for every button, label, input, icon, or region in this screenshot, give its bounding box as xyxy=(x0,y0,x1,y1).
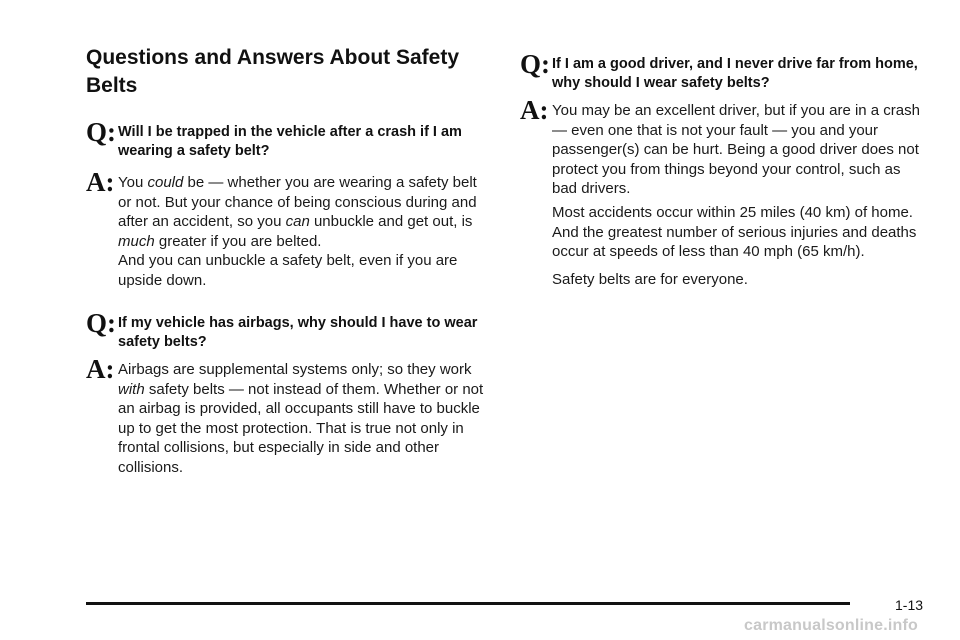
page-title: Questions and Answers About Safety Belts xyxy=(86,46,460,97)
question-1 xyxy=(86,117,486,161)
a-mark: A: xyxy=(520,95,549,125)
question-text: If my vehicle has airbags, why should I have to wear safety belts? xyxy=(118,315,478,350)
answer-1 xyxy=(86,167,486,290)
answer-paragraph xyxy=(118,173,486,251)
a-mark: A: xyxy=(86,167,115,197)
emphasis: much xyxy=(118,232,155,250)
answer-3 xyxy=(520,95,920,199)
emphasis: with xyxy=(118,380,145,398)
emphasis: could xyxy=(147,174,184,191)
answer-text xyxy=(552,101,920,199)
q-mark: Q: xyxy=(86,117,116,147)
footer-rule xyxy=(86,602,850,605)
answer-text xyxy=(118,360,486,477)
answer-paragraph xyxy=(118,360,486,477)
a-mark: A: xyxy=(86,354,115,384)
answer-text xyxy=(118,173,486,290)
answer-span: be — whether you are wearing a safety belt or not. But your chance of being conscious during and after an accident, so you xyxy=(118,174,477,230)
answer-paragraph: Safety belts are for everyone. xyxy=(552,270,748,288)
answer-span: You xyxy=(118,174,148,191)
emphasis: can xyxy=(285,213,310,230)
question-2 xyxy=(86,308,486,352)
page-number: 1-13 xyxy=(895,597,924,613)
question-text: If I am a good driver, and I never drive far from home, why should I wear safety belts? xyxy=(552,56,918,91)
answer-span: Airbags are supplemental systems only; so they work xyxy=(118,361,472,378)
answer-span: safety belts — not instead of them. Whether or not an airbag is provided, all occupants still have to buckle up to get the most protection. That is true not only in frontal collisions, but especially in side and other collisions. xyxy=(118,380,484,476)
answer-span: greater if you are belted. xyxy=(154,232,322,250)
answer-span: unbuckle and get out, is xyxy=(309,213,473,230)
question-3 xyxy=(520,49,920,93)
answer-2 xyxy=(86,354,486,477)
q-mark: Q: xyxy=(520,49,550,79)
answer-paragraph: Most accidents occur within 25 miles (40 km) of home. And the greatest number of serious injuries and deaths occur at speeds of less than 40 mph (65 km/h). xyxy=(552,204,917,260)
answer-paragraph: You may be an excellent driver, but if you are in a crash — even one that is not your fault — you and your passenger(s) can be hurt. Being a good driver does not protect you from things beyond your control, such as bad drivers. xyxy=(552,102,920,197)
question-text: Will I be trapped in the vehicle after a crash if I am wearing a safety belt? xyxy=(118,124,462,159)
q-mark: Q: xyxy=(86,308,116,338)
answer-3-continued xyxy=(552,203,927,289)
answer-paragraph: And you can unbuckle a safety belt, even if you are upside down. xyxy=(118,252,458,289)
watermark: carmanualsonline.info xyxy=(744,617,919,634)
